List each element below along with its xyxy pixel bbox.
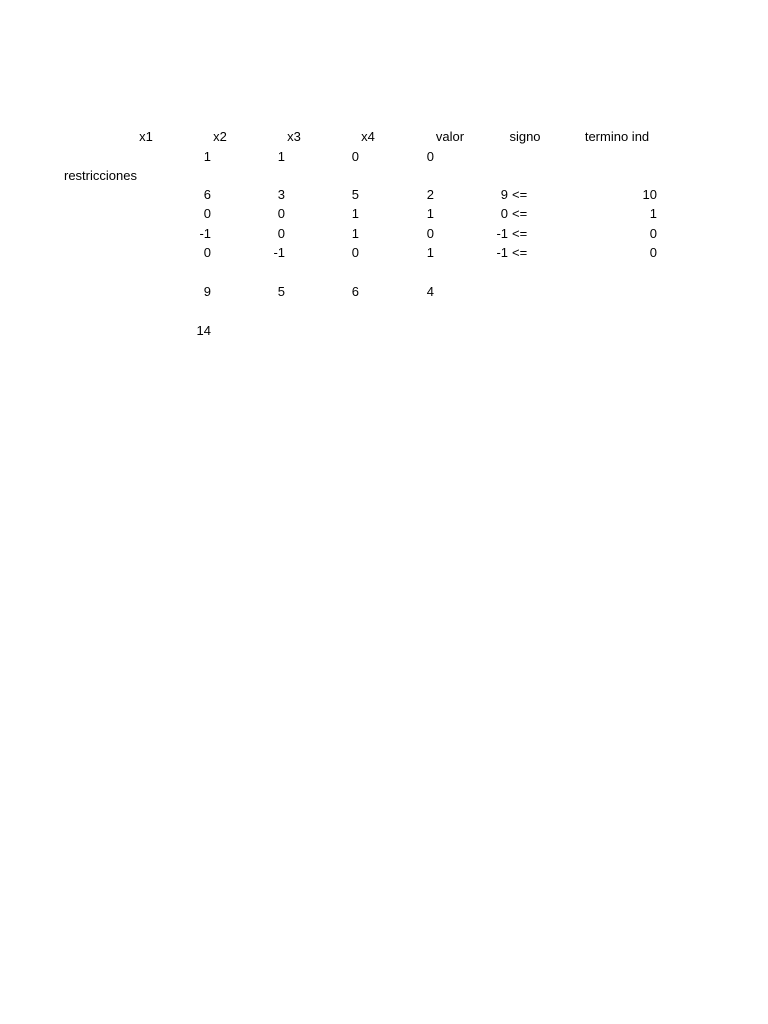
constraint-2-coef-x2: 0 xyxy=(277,206,285,221)
solution-x3: 6 xyxy=(351,284,359,299)
constraint-1-sign: <= xyxy=(512,187,528,202)
constraint-2-coef-x3: 1 xyxy=(351,206,359,221)
constraint-3-coef-x1: -1 xyxy=(199,226,211,241)
constraint-4-sign: <= xyxy=(512,245,528,260)
header-signo: signo xyxy=(509,129,541,144)
constraint-4-coef-x1: 0 xyxy=(203,245,211,260)
objective-coef-x3: 0 xyxy=(351,149,359,164)
restricciones-label: restricciones xyxy=(64,168,137,183)
solution-x2: 5 xyxy=(277,284,285,299)
constraint-2-coef-x1: 0 xyxy=(203,206,211,221)
objective-coef-x4: 0 xyxy=(426,149,434,164)
constraint-4-coef-x3: 0 xyxy=(351,245,359,260)
constraint-1-coef-x3: 5 xyxy=(351,187,359,202)
header-x2: x2 xyxy=(213,129,227,144)
constraint-1-coef-x2: 3 xyxy=(277,187,285,202)
constraint-3-coef-x3: 1 xyxy=(351,226,359,241)
constraint-2-lhs-value: 0 xyxy=(500,206,508,221)
header-x3: x3 xyxy=(287,129,301,144)
constraint-4-rhs: 0 xyxy=(649,245,657,260)
header-termino-ind: termino ind xyxy=(584,129,650,144)
constraint-1-coef-x1: 6 xyxy=(203,187,211,202)
constraint-4-coef-x2: -1 xyxy=(273,245,285,260)
constraint-3-coef-x4: 0 xyxy=(426,226,434,241)
constraint-3-coef-x2: 0 xyxy=(277,226,285,241)
objective-total: 14 xyxy=(196,323,211,338)
constraint-2-rhs: 1 xyxy=(649,206,657,221)
constraint-1-rhs: 10 xyxy=(642,187,657,202)
constraint-1-lhs-value: 9 xyxy=(500,187,508,202)
header-x4: x4 xyxy=(361,129,375,144)
objective-coef-x2: 1 xyxy=(277,149,285,164)
header-valor: valor xyxy=(435,129,465,144)
constraint-4-lhs-value: -1 xyxy=(496,245,508,260)
constraint-3-rhs: 0 xyxy=(649,226,657,241)
constraint-3-lhs-value: -1 xyxy=(496,226,508,241)
constraint-4-coef-x4: 1 xyxy=(426,245,434,260)
solution-x4: 4 xyxy=(426,284,434,299)
header-x1: x1 xyxy=(139,129,153,144)
constraint-2-sign: <= xyxy=(512,206,528,221)
solution-x1: 9 xyxy=(203,284,211,299)
constraint-2-coef-x4: 1 xyxy=(426,206,434,221)
constraint-3-sign: <= xyxy=(512,226,528,241)
objective-coef-x1: 1 xyxy=(203,149,211,164)
constraint-1-coef-x4: 2 xyxy=(426,187,434,202)
